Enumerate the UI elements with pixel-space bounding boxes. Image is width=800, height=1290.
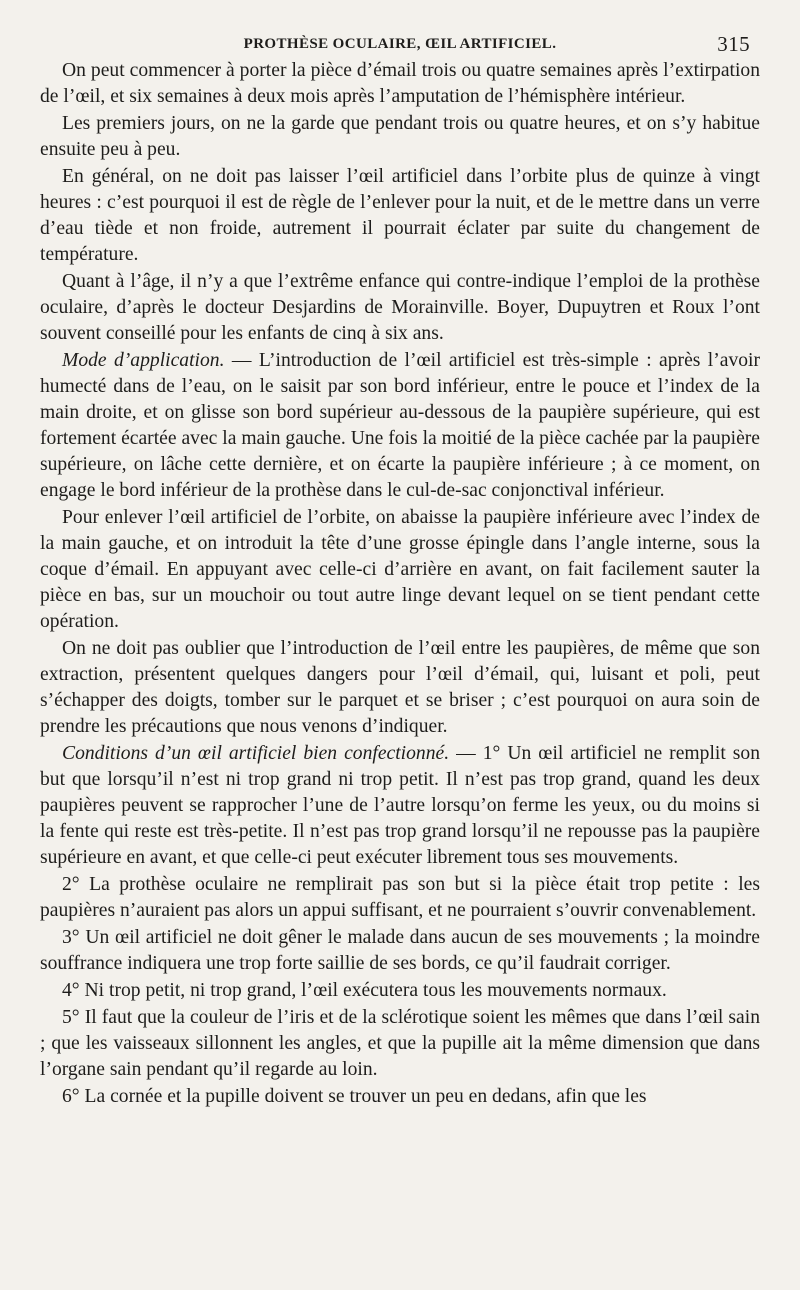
paragraph — [40, 1084, 760, 1110]
paragraph — [40, 978, 760, 1004]
running-head — [40, 30, 760, 58]
paragraph — [40, 164, 760, 268]
paragraph-text: 4° Ni trop petit, ni trop grand, l’œil exécutera tous les mouvements normaux. — [62, 980, 667, 1001]
paragraph — [40, 741, 760, 871]
paragraph-text: 2° La prothèse oculaire ne remplirait pas son but si la pièce était trop petite : les paupières n’auraient pas alors un appui suffisant, et ne pourraient s’ouvrir convenablement. — [40, 874, 760, 921]
section-lead: Conditions d’un œil artificiel bien confectionné. — [62, 743, 450, 764]
paragraph — [40, 925, 760, 977]
paragraph — [40, 348, 760, 504]
paragraph-text: En général, on ne doit pas laisser l’œil artificiel dans l’orbite plus de quinze à vingt heures : c’est pourquoi il est de règle de l’enlever pour la nuit, et de le mettre dans un verre d’eau tiède et non froide, autrement il pourrait éclater par suite du changement de température. — [40, 166, 760, 265]
paragraph-text: Quant à l’âge, il n’y a que l’extrême enfance qui contre-indique l’emploi de la prothèse oculaire, d’après le docteur Desjardins de Morainville. Boyer, Dupuytren et Roux l’ont souvent conseillé pour les enfants de cinq à six ans. — [40, 271, 760, 344]
paragraph-text: On peut commencer à porter la pièce d’émail trois ou quatre semaines après l’extirpation de l’œil, et six semaines à deux mois après l’amputation de l’hémisphère intérieur. — [40, 60, 760, 107]
paragraph — [40, 111, 760, 163]
paragraph-text: — 1° Un œil artificiel ne remplit son but que lorsqu’il n’est ni trop grand ni trop petit. Il n’est pas trop grand, quand les deux paupières peuvent se rapprocher l’une de l’autre lorsqu’on ferme les yeux, ou du moins si la fente qui reste est très-petite. Il n’est pas trop grand lorsqu’il ne repousse pas la paupière supérieure en avant, et que celle-ci peut exécuter librement tous ses mouvements. — [40, 743, 760, 868]
paragraph-text: On ne doit pas oublier que l’introduction de l’œil entre les paupières, de même que son extraction, présentent quelques dangers pour l’œil d’émail, qui, luisant et poli, peut s’échapper des doigts, tomber sur le parquet et se briser ; c’est pourquoi on aura soin de prendre les précautions que nous venons d’indiquer. — [40, 638, 760, 737]
paragraph-text: 5° Il faut que la couleur de l’iris et de la sclérotique soient les mêmes que dans l’œil sain ; que les vaisseaux sillonnent les angles, et que la pupille ait la même dimension que dans l’organe sain pendant qu’il regarde au loin. — [40, 1007, 760, 1080]
paragraph — [40, 636, 760, 740]
paragraph — [40, 872, 760, 924]
body-text — [40, 58, 760, 1110]
paragraph-text: — L’introduction de l’œil artificiel est très-simple : après l’avoir humecté dans de l’eau, on le saisit par son bord inférieur, entre le pouce et l’index de la main droite, et on glisse son bord supérieur au-dessous de la paupière supérieure, qui est fortement écartée avec la main gauche. Une fois la moitié de la pièce cachée par la paupière supérieure, on lâche cette dernière, et on écarte la paupière inférieure ; à ce moment, on engage le bord inférieur de la prothèse dans le cul-de-sac conjonctival inférieur. — [40, 350, 761, 501]
paragraph — [40, 505, 760, 635]
paragraph-text: 6° La cornée et la pupille doivent se trouver un peu en dedans, afin que les — [62, 1086, 647, 1107]
paragraph-text: 3° Un œil artificiel ne doit gêner le malade dans aucun de ses mouvements ; la moindre souffrance indiquera une trop forte saillie de ses bords, ce qu’il faudrait corriger. — [40, 927, 760, 974]
paragraph — [40, 269, 760, 347]
paragraph-text: Les premiers jours, on ne la garde que pendant trois ou quatre heures, et on s’y habitue ensuite peu à peu. — [40, 113, 760, 160]
paragraph — [40, 1005, 760, 1083]
page-number: 315 — [717, 32, 750, 56]
paragraph-text: Pour enlever l’œil artificiel de l’orbite, on abaisse la paupière inférieure avec l’index de la main gauche, et on introduit la tête d’une grosse épingle dans l’angle interne, sous la coque d’émail. En appuyant avec celle-ci d’arrière en avant, on fait facilement sauter la pièce en bas, sur un mouchoir ou tout autre linge devant lequel on se tient pendant cette opération. — [40, 507, 760, 632]
running-title: PROTHÈSE OCULAIRE, ŒIL ARTIFICIEL. — [243, 36, 557, 52]
paragraph — [40, 58, 760, 110]
section-lead: Mode d’application. — [62, 350, 225, 371]
